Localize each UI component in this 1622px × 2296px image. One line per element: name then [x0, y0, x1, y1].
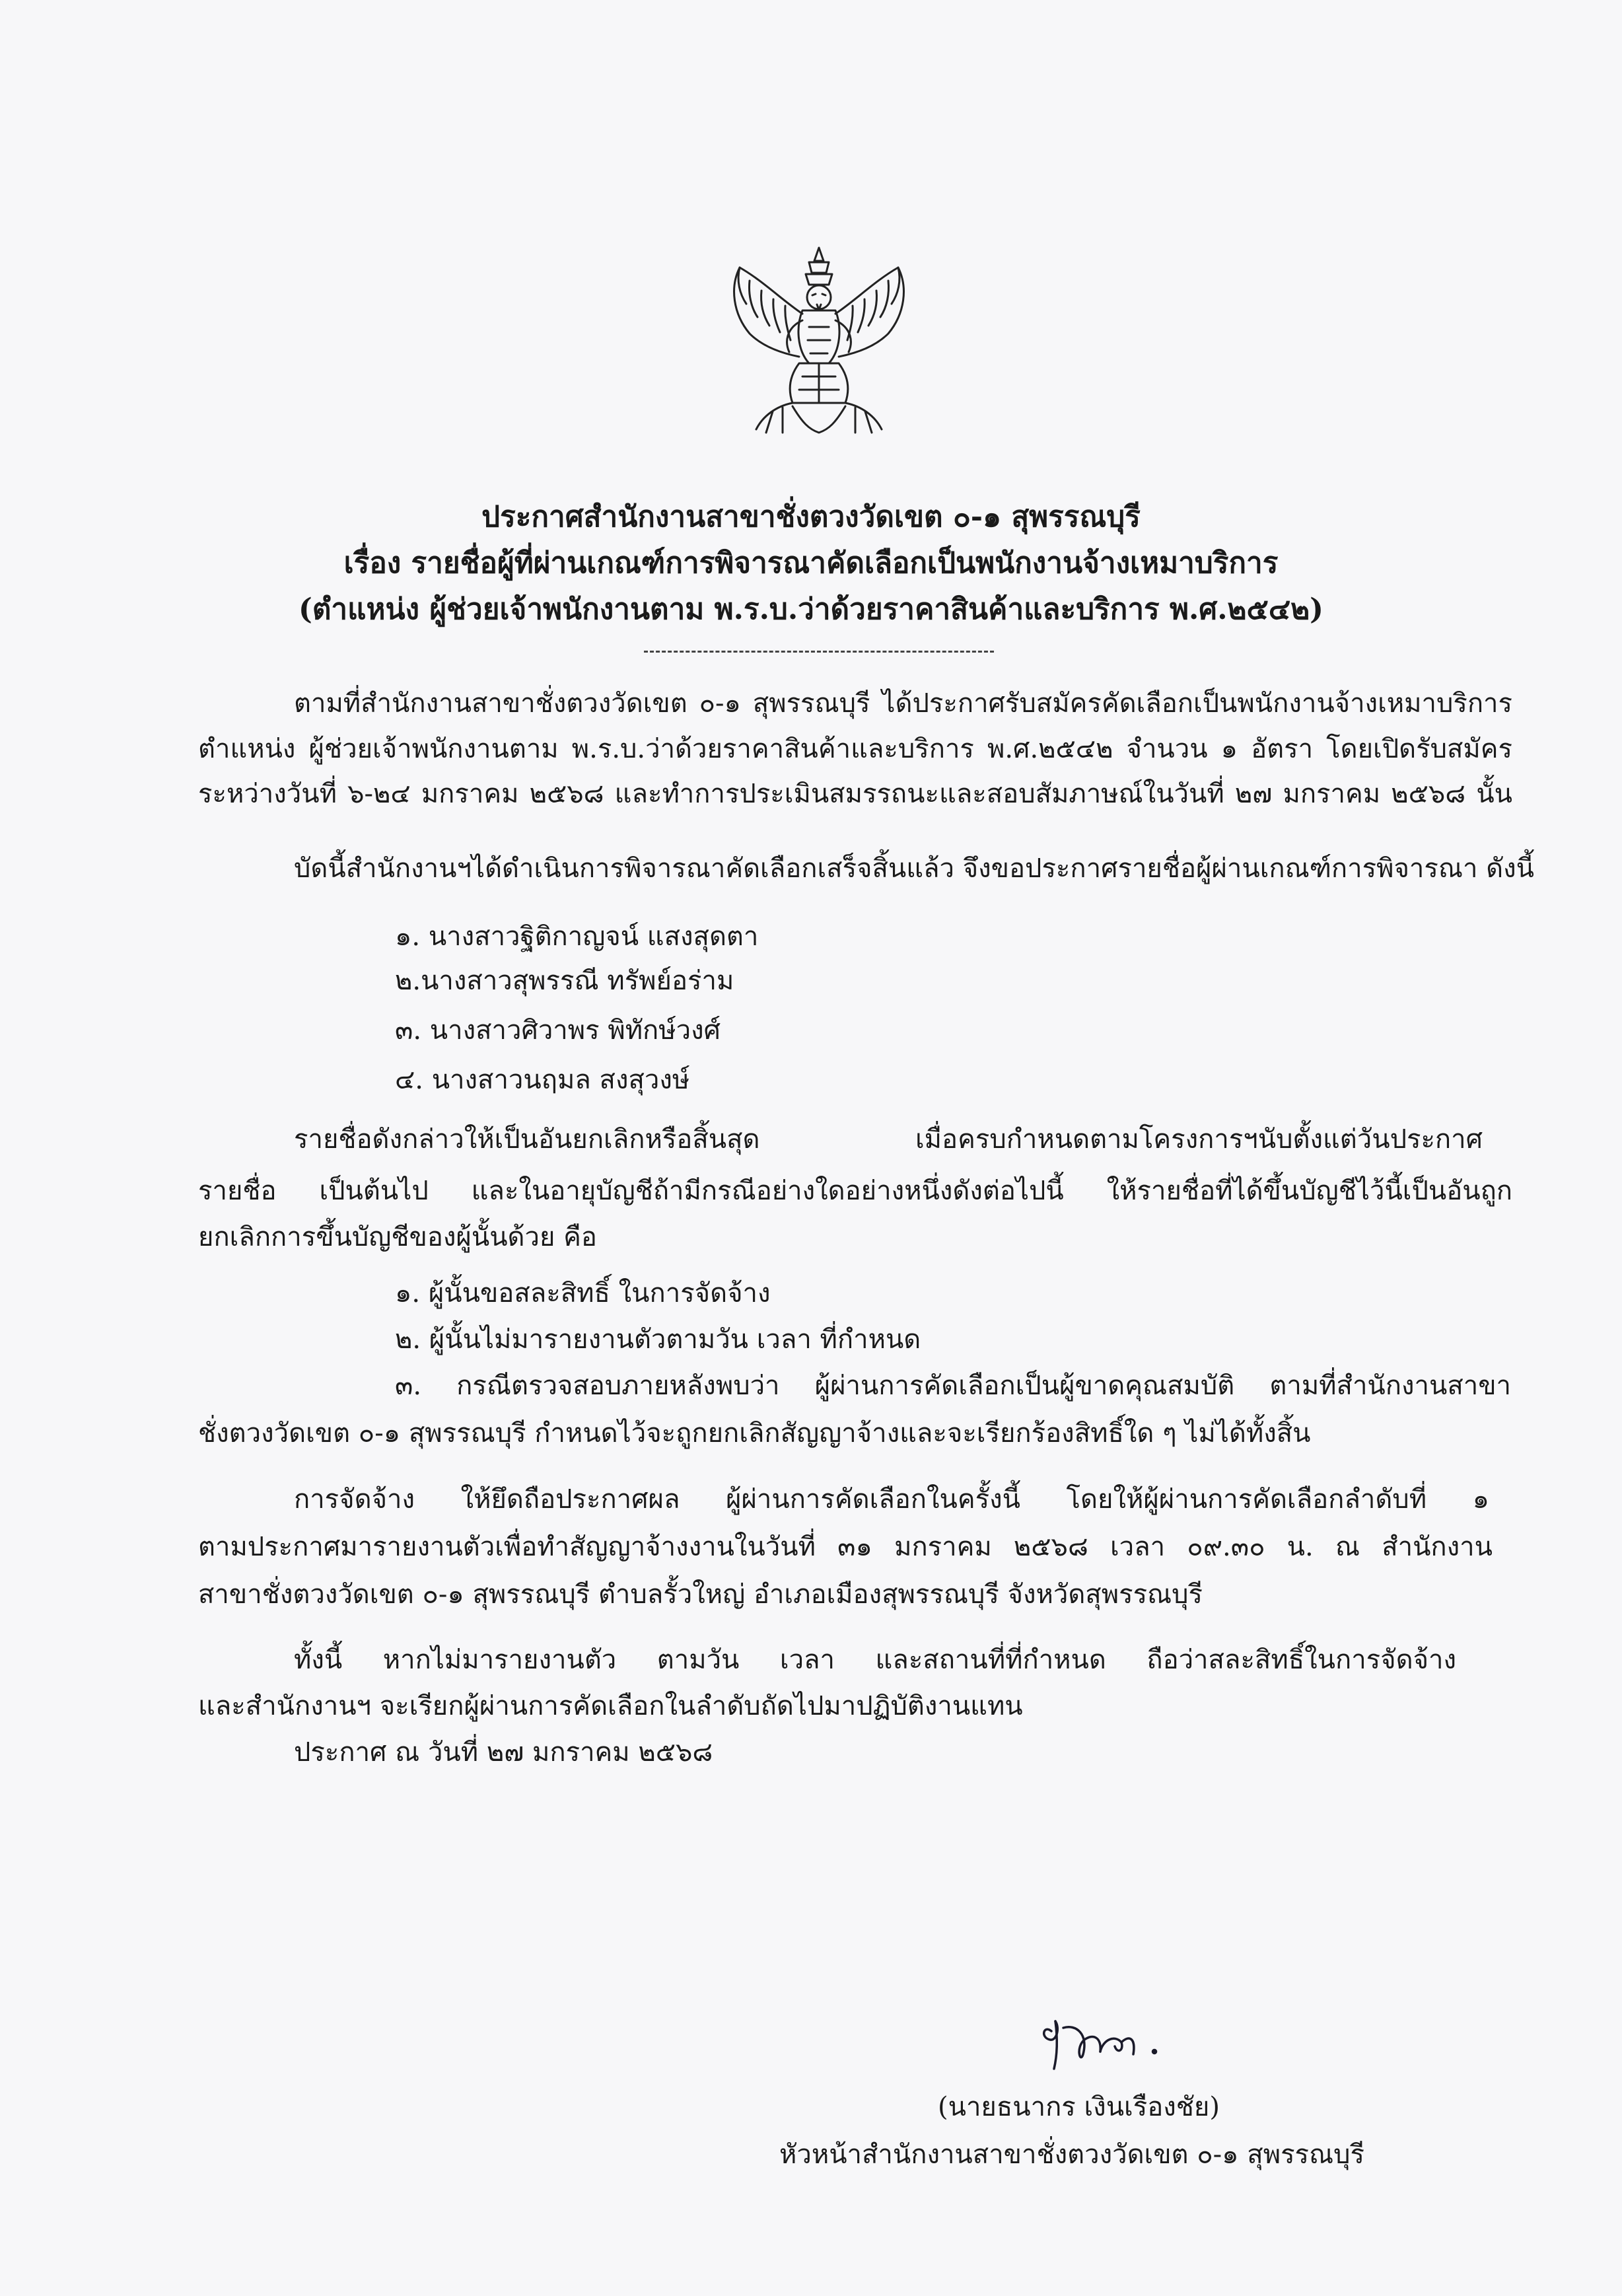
para1-line3: ระหว่างวันที่ ๖-๒๔ มกราคม ๒๕๖๘ และทำการประเมินสมรรถนะและสอบสัมภาษณ์ในวันที่ ๒๗ มกราคม ๒๕๖๘ นั้น	[198, 779, 1512, 809]
para4-line3: สาขาชั่งตวงวัดเขต ๐-๑ สุพรรณบุรี ตำบลรั้วใหญ่ อำเภอเมืองสุพรรณบุรี จังหวัดสุพรรณบุรี	[198, 1579, 1203, 1610]
para5-line2: และสำนักงานฯ จะเรียกผู้ผ่านการคัดเลือกในลำดับถัดไปมาปฏิบัติงานแทน	[198, 1691, 1023, 1721]
para3-line2: รายชื่อ เป็นต้นไป และในอายุบัญชีถ้ามีกรณีอย่างใดอย่างหนึ่งดังต่อไปนี้ ให้รายชื่อที่ได้ขึ้นบัญชีไว้นี้เป็นอันถูก	[198, 1176, 1512, 1206]
signer-name: (นายธนากร เงินเรืองชัย)	[938, 2092, 1220, 2122]
para4-line1: การจัดจ้าง ให้ยึดถือประกาศผล ผู้ผ่านการคัดเลือกในครั้งนี้ โดยให้ผู้ผ่านการคัดเลือกลำดับที่ ๑	[294, 1484, 1489, 1515]
condition-2: ๒. ผู้นั้นไม่มารายงานตัวตามวัน เวลา ที่กำหนด	[395, 1324, 921, 1355]
para5-line1: ทั้งนี้ หากไม่มารายงานตัว ตามวัน เวลา และสถานที่ที่กำหนด ถือว่าสละสิทธิ์ในการจัดจ้าง	[294, 1645, 1456, 1675]
handwritten-signature	[1037, 2008, 1176, 2074]
condition-3-line2: ชั่งตวงวัดเขต ๐-๑ สุพรรณบุรี กำหนดไว้จะถูกยกเลิกสัญญาจ้างและจะเรียกร้องสิทธิ์ใด ๆ ไม่ได้ทั้งสิ้น	[198, 1418, 1311, 1449]
heading-line-2: เรื่อง รายชื่อผู้ที่ผ่านเกณฑ์การพิจารณาคัดเลือกเป็นพนักงานจ้างเหมาบริการ	[343, 546, 1279, 580]
heading-line-1: ประกาศสำนักงานสาขาชั่งตวงวัดเขต ๐-๑ สุพรรณบุรี	[481, 500, 1141, 534]
announce-date: ประกาศ ณ วันที่ ๒๗ มกราคม ๒๕๖๘	[294, 1737, 713, 1768]
garuda-emblem-icon	[710, 241, 928, 439]
condition-1: ๑. ผู้นั้นขอสละสิทธิ์ ในการจัดจ้าง	[395, 1278, 771, 1309]
candidate-1: ๑. นางสาวฐิติกาญจน์ แสงสุดตา	[395, 921, 759, 952]
para4-line2: ตามประกาศมารายงานตัวเพื่อทำสัญญาจ้างงานในวันที่ ๓๑ มกราคม ๒๕๖๘ เวลา ๐๙.๓๐ น. ณ สำนักงาน	[198, 1532, 1493, 1562]
candidate-2: ๒.นางสาวสุพรรณี ทรัพย์อร่าม	[395, 966, 734, 996]
para1-line2: ตำแหน่ง ผู้ช่วยเจ้าพนักงานตาม พ.ร.บ.ว่าด้วยราคาสินค้าและบริการ พ.ศ.๒๕๔๒ จำนวน ๑ อัตรา โดยเปิดรับสมัคร	[198, 734, 1512, 764]
candidate-4: ๔. นางสาวนฤมล สงสุวงษ์	[395, 1065, 690, 1095]
para2-line1: บัดนี้สำนักงานฯได้ดำเนินการพิจารณาคัดเลือกเสร็จสิ้นแล้ว จึงขอประกาศรายชื่อผู้ผ่านเกณฑ์การพิจารณา ดังนี้	[294, 853, 1534, 884]
candidate-3: ๓. นางสาวศิวาพร พิทักษ์วงศ์	[395, 1015, 721, 1046]
heading-line-3: (ตำแหน่ง ผู้ช่วยเจ้าพนักงานตาม พ.ร.บ.ว่าด้วยราคาสินค้าและบริการ พ.ศ.๒๕๔๒)	[299, 592, 1323, 626]
heading-separator-rule	[644, 651, 994, 653]
signer-position: หัวหน้าสำนักงานสาขาชั่งตวงวัดเขต ๐-๑ สุพรรณบุรี	[779, 2139, 1365, 2170]
para3-line1: รายชื่อดังกล่าวให้เป็นอันยกเลิกหรือสิ้นสุด เมื่อครบกำหนดตามโครงการฯนับตั้งแต่วันประกาศ	[294, 1124, 1483, 1155]
para3-line3: ยกเลิกการขึ้นบัญชีของผู้นั้นด้วย คือ	[198, 1222, 597, 1252]
condition-3-line1: ๓. กรณีตรวจสอบภายหลังพบว่า ผู้ผ่านการคัดเลือกเป็นผู้ขาดคุณสมบัติ ตามที่สำนักงานสาขา	[395, 1371, 1511, 1401]
para1-line1: ตามที่สำนักงานสาขาชั่งตวงวัดเขต ๐-๑ สุพรรณบุรี ได้ประกาศรับสมัครคัดเลือกเป็นพนักงานจ้างเหมาบริการ	[294, 688, 1512, 719]
